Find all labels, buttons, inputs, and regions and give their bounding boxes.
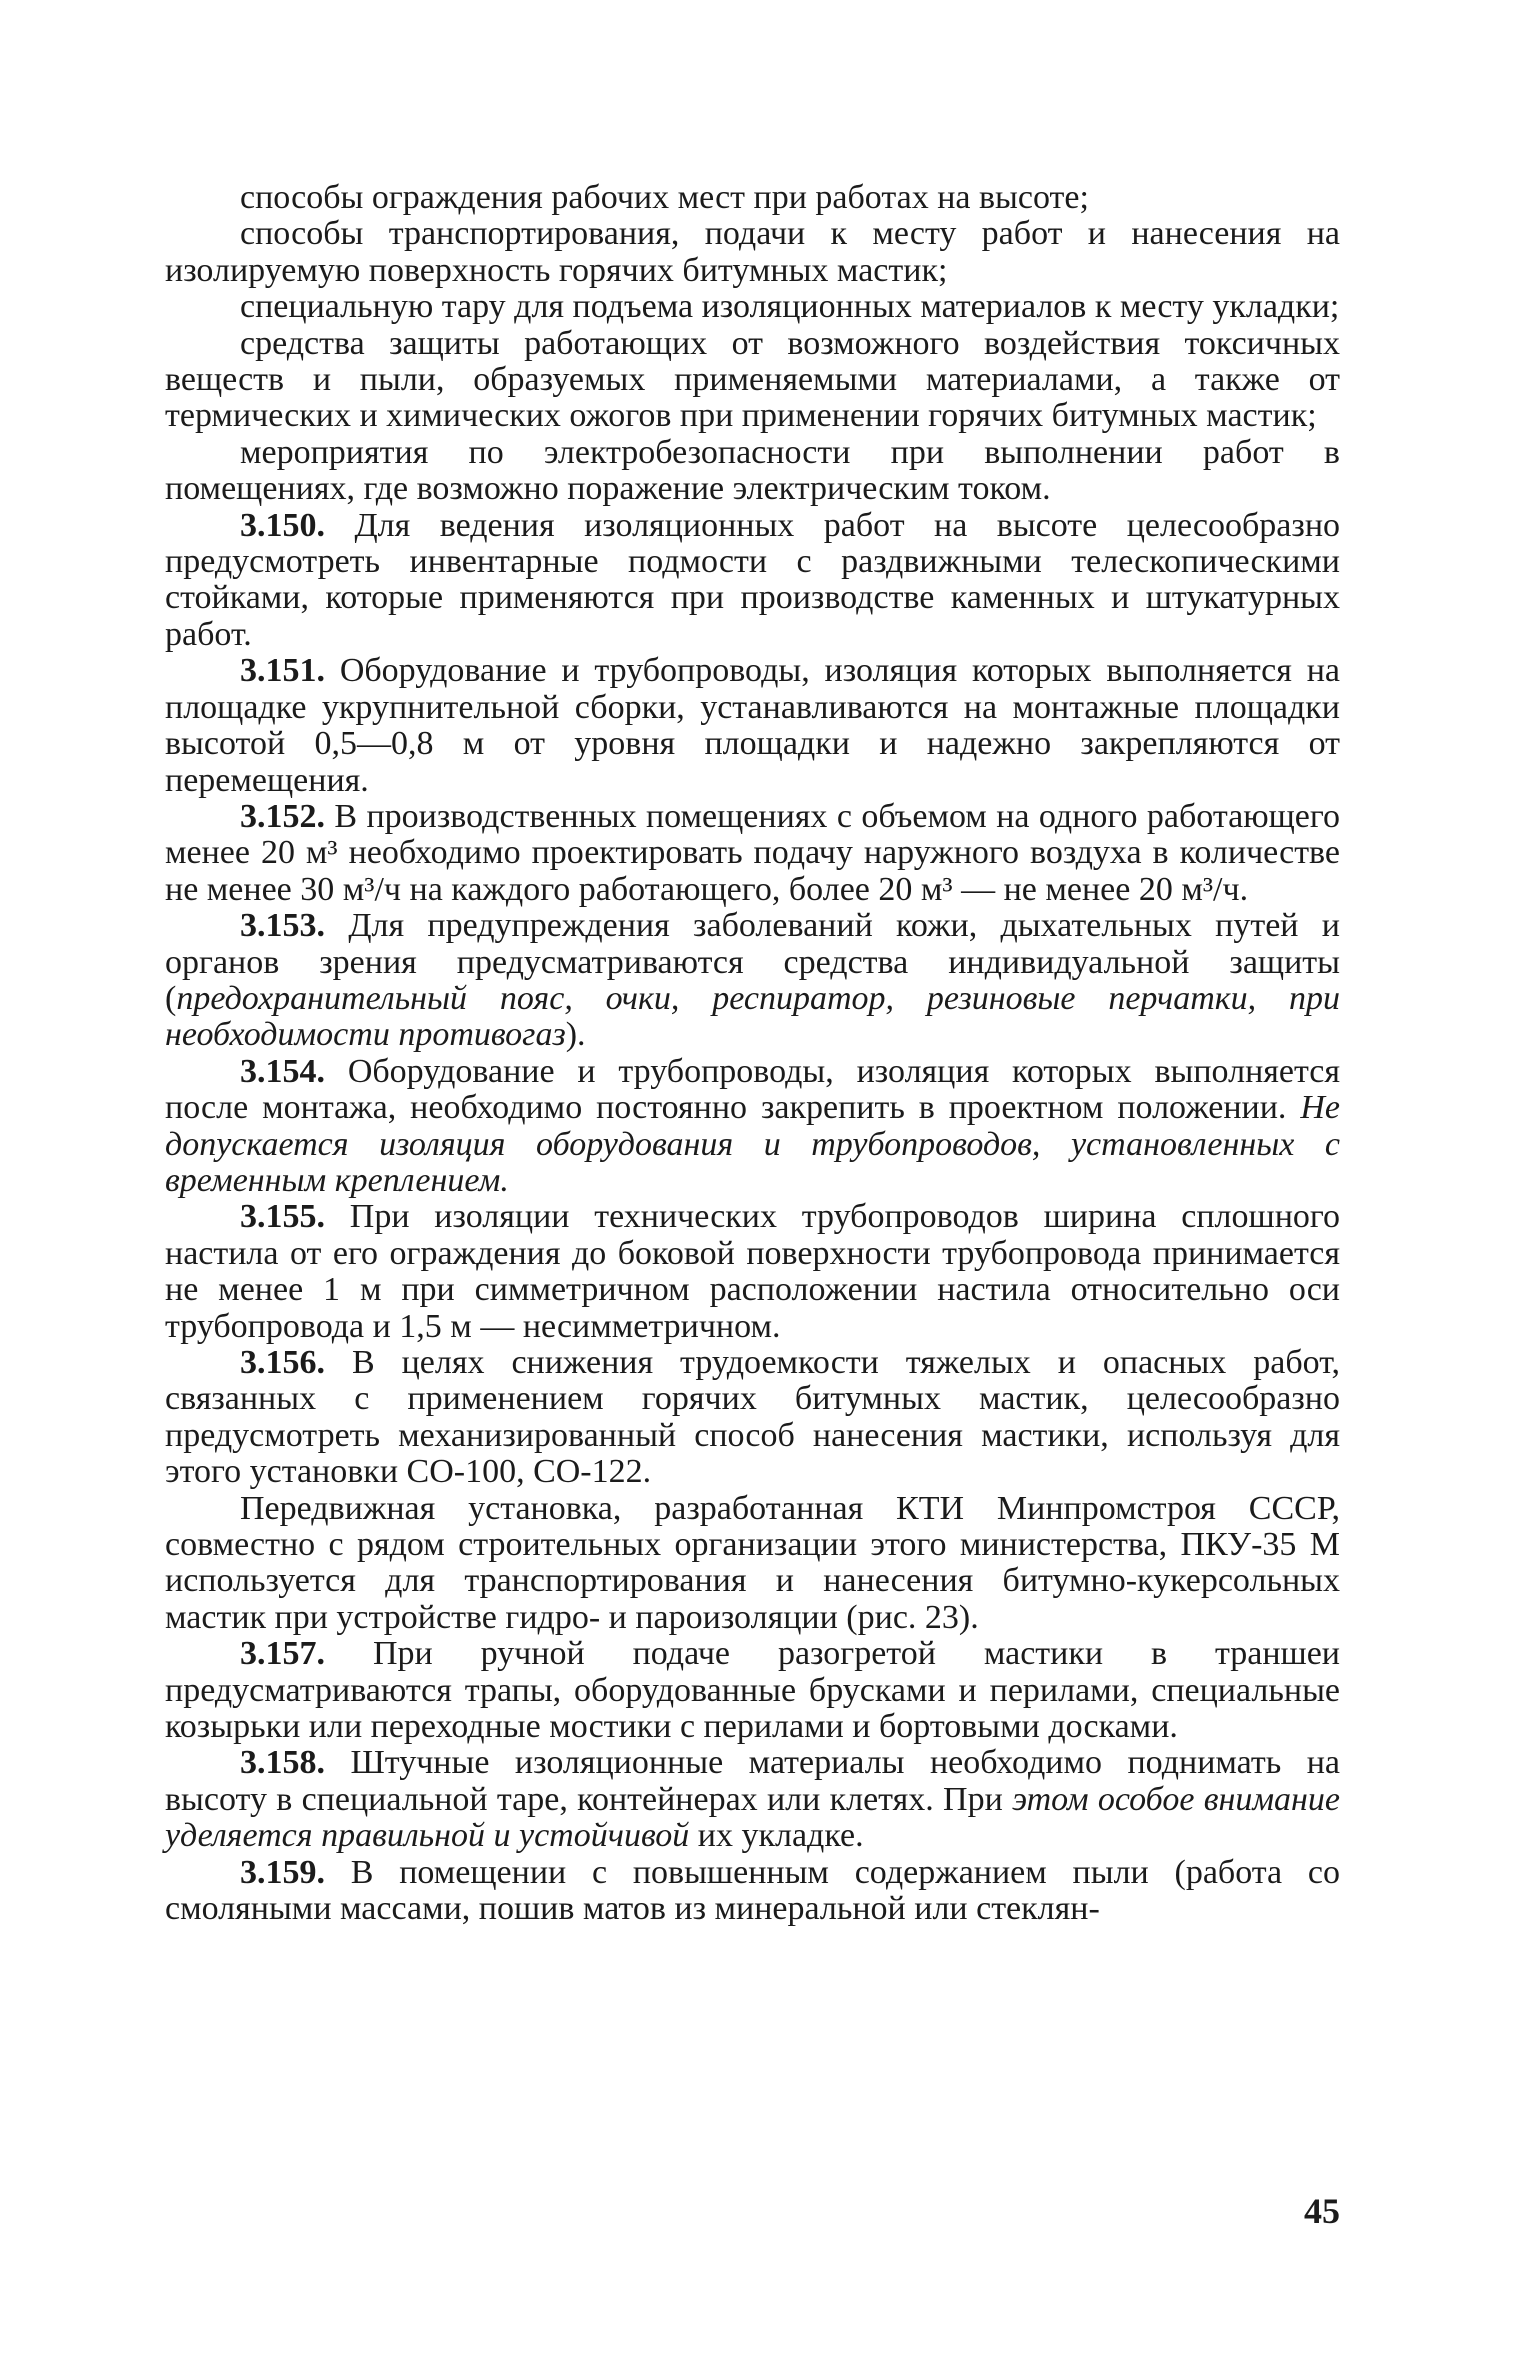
paragraph-text: Штучные изоляционные материалы необходимо поднимать на высоту в специальной таре, контейнерах или клетях. При <box>165 1744 1341 1818</box>
paragraph-text: способы ограждения рабочих мест при работах на высоте; <box>240 179 1089 216</box>
section-3-152 <box>165 799 1340 908</box>
section-number: 3.153. <box>240 907 325 945</box>
section-3-150 <box>165 508 1340 654</box>
section-number: 3.150. <box>240 506 325 544</box>
paragraph-tail-text: ). <box>565 1016 586 1054</box>
section-3-156 <box>165 1345 1340 1491</box>
paragraph-text: В целях снижения трудоемкости тяжелых и опасных работ, связанных с применением горячих битумных мастик, целесообразно предусмотреть механизированный способ нанесения мастики, используя для этого установки СО-100, СО-122. <box>165 1344 1341 1491</box>
paragraph-installation <box>165 1491 1340 1637</box>
paragraph-text: специальную тару для подъема изоляционных материалов к месту укладки; <box>240 288 1340 326</box>
page-number: 45 <box>1304 2191 1340 2231</box>
section-number: 3.155. <box>240 1198 325 1236</box>
section-number: 3.159. <box>240 1853 325 1891</box>
section-3-159 <box>165 1855 1340 1928</box>
paragraph-text: Для предупреждения заболеваний кожи, дыхательных путей и органов зрения предусматриваются средства индивидуальной защиты ( <box>165 907 1340 1017</box>
paragraph-italic-text: предохранительный пояс, очки, респиратор, резиновые перчатки, при необходимости противогаз <box>165 979 1340 1054</box>
paragraph-text: В производственных помещениях с объемом на одного работающего менее 20 м³ необходимо проектировать подачу наружного воздуха в количестве не менее 30 м³/ч на каждого работающего, более 20 м³ — не менее 20 м³/ч. <box>165 797 1340 908</box>
section-number: 3.152. <box>240 797 325 835</box>
paragraph-4 <box>165 326 1340 435</box>
section-3-155 <box>165 1199 1340 1345</box>
section-3-157 <box>165 1636 1340 1745</box>
paragraph-italic-text: Не допускается изоляция оборудования и трубопроводов, установленных с временным креплением. <box>165 1089 1340 1199</box>
paragraph-text: Для ведения изоляционных работ на высоте целесообразно предусмотреть инвентарные подмости с раздвижными телескопическими стойками, которые применяются при производстве каменных и штукатурных работ. <box>165 506 1341 653</box>
section-number: 3.154. <box>240 1052 325 1090</box>
paragraph-text: Оборудование и трубопроводы, изоляция которых выполняется после монтажа, необходимо постоянно закрепить в проектном положении. <box>165 1052 1340 1127</box>
paragraph-italic-text: этом особое внимание уделяется правильной и устойчивой <box>165 1780 1340 1855</box>
paragraph-text: способы транспортирования, подачи к месту работ и нанесения на изолируемую поверхность горячих битумных мастик; <box>165 215 1340 289</box>
paragraph-text: В помещении с повышенным содержанием пыли (работа со смоляными массами, пошив матов из минеральной или стеклян- <box>165 1853 1340 1928</box>
paragraph-tail-text: их укладке. <box>689 1817 864 1855</box>
paragraph-3 <box>165 289 1340 325</box>
paragraph-text: Передвижная установка, разработанная КТИ Минпромстроя СССР, совместно с рядом строительных организации этого министерства, ПКУ-35 М используется для транспортирования и нанесения битумно-кукерсольных мастик при устройстве гидро- и пароизоляции (рис. 23). <box>165 1489 1340 1636</box>
paragraph-5 <box>165 435 1340 508</box>
section-3-153 <box>165 908 1340 1054</box>
paragraph-text: средства защиты работающих от возможного воздействия токсичных веществ и пыли, образуемых применяемыми материалами, а также от термических и химических ожогов при применении горячих битумных мастик; <box>165 324 1340 435</box>
section-3-154 <box>165 1054 1340 1200</box>
paragraph-text: При ручной подаче разогретой мастики в траншеи предусматриваются трапы, оборудованные брусками и перилами, специальные козырьки или переходные мостики с перилами и бортовыми досками. <box>165 1635 1340 1746</box>
page-body <box>165 180 1340 1928</box>
section-number: 3.156. <box>240 1344 325 1381</box>
paragraph-1 <box>165 180 1340 216</box>
section-3-158 <box>165 1745 1340 1854</box>
paragraph-text: При изоляции технических трубопроводов ширина сплошного настила от его ограждения до боковой поверхности трубопровода принимается не менее 1 м при симметричном расположении настила относительно оси трубопровода и 1,5 м — несимметричном. <box>165 1198 1340 1345</box>
section-number: 3.158. <box>240 1744 325 1782</box>
section-number: 3.151. <box>240 652 325 690</box>
section-number: 3.157. <box>240 1635 325 1673</box>
paragraph-2 <box>165 216 1340 289</box>
paragraph-text: Оборудование и трубопроводы, изоляция которых выполняется на площадке укрупнительной сборки, устанавливаются на монтажные площадки высотой 0,5—0,8 м от уровня площадки и надежно закрепляются от перемещения. <box>165 652 1341 799</box>
section-3-151 <box>165 653 1340 799</box>
paragraph-text: мероприятия по электробезопасности при выполнении работ в помещениях, где возможно поражение электрическим током. <box>165 433 1340 508</box>
